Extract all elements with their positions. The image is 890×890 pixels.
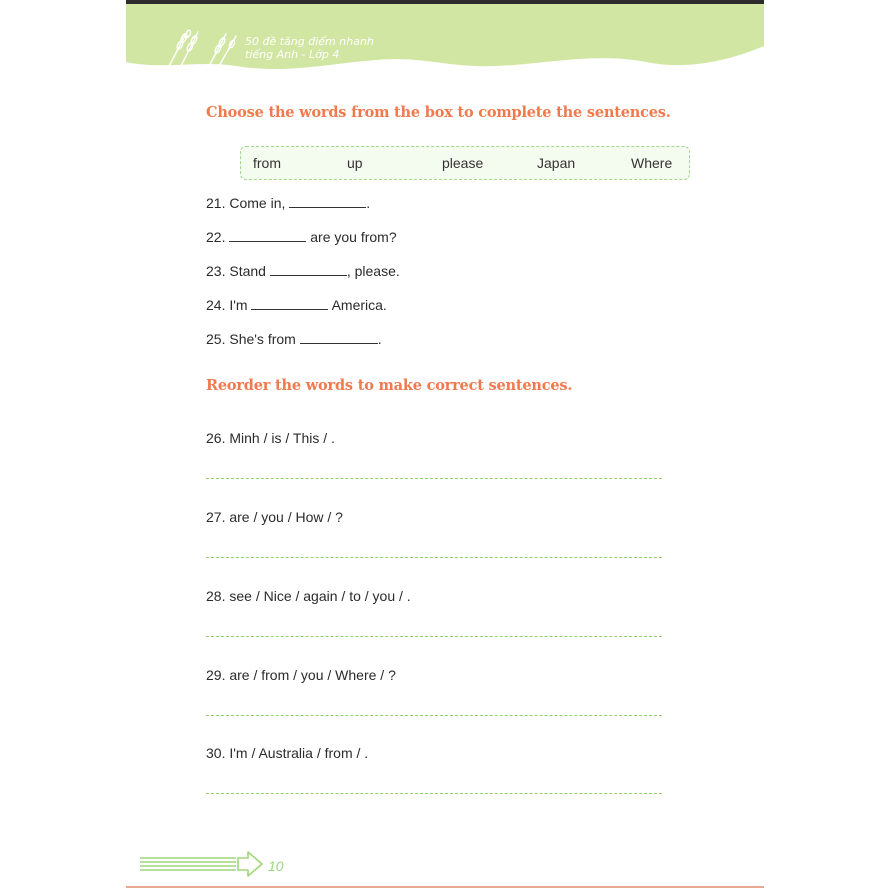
question-21 — [206, 195, 370, 211]
answer-blank[interactable] — [289, 197, 366, 208]
wheat-icon — [162, 24, 242, 70]
question-30: 30. I'm / Australia / from / . — [206, 745, 369, 761]
question-22 — [206, 229, 397, 245]
question-text: 24. I'm — [206, 297, 252, 313]
question-text: America. — [328, 297, 387, 313]
word-box — [240, 146, 690, 180]
question-text: . — [366, 195, 371, 211]
word-box-item: Japan — [537, 155, 576, 171]
question-29: 29. are / from / you / Where / ? — [206, 667, 396, 683]
page-number: 10 — [268, 858, 284, 874]
arrow-right-icon — [140, 848, 340, 882]
question-text: 22. — [206, 229, 230, 245]
question-28: 28. see / Nice / again / to / you / . — [206, 588, 411, 604]
worksheet-page — [126, 0, 764, 890]
answer-line[interactable] — [206, 793, 662, 794]
answer-blank[interactable] — [251, 299, 328, 310]
answer-blank[interactable] — [270, 265, 347, 276]
book-title-line2: tiếng Anh - Lớp 4 — [245, 48, 340, 61]
question-23 — [206, 263, 400, 279]
question-text: . — [377, 331, 382, 347]
answer-line[interactable] — [206, 478, 662, 479]
section2-heading: Reorder the words to make correct sentences. — [206, 377, 573, 394]
answer-line[interactable] — [206, 557, 662, 558]
question-27: 27. are / you / How / ? — [206, 509, 343, 525]
question-text: 23. Stand — [206, 263, 270, 279]
word-box-item: up — [347, 155, 363, 171]
word-box-item: from — [253, 155, 281, 171]
bottom-rule — [126, 886, 764, 888]
question-24 — [206, 297, 387, 313]
answer-line[interactable] — [206, 636, 662, 637]
section1-heading: Choose the words from the box to complete the sentences. — [206, 104, 671, 121]
word-box-item: please — [442, 155, 484, 171]
answer-blank[interactable] — [300, 333, 378, 344]
question-text: 21. Come in, — [206, 195, 290, 211]
answer-blank[interactable] — [229, 231, 306, 242]
question-26: 26. Minh / is / This / . — [206, 430, 335, 446]
word-box-item: Where — [631, 155, 673, 171]
question-text: , please. — [346, 263, 400, 279]
book-title-line1: 50 đề tăng điểm nhanh — [245, 35, 374, 48]
book-title — [245, 35, 374, 61]
question-text: 25. She's from — [206, 331, 300, 347]
question-25 — [206, 331, 382, 347]
answer-line[interactable] — [206, 715, 662, 716]
question-text: are you from? — [306, 229, 397, 245]
